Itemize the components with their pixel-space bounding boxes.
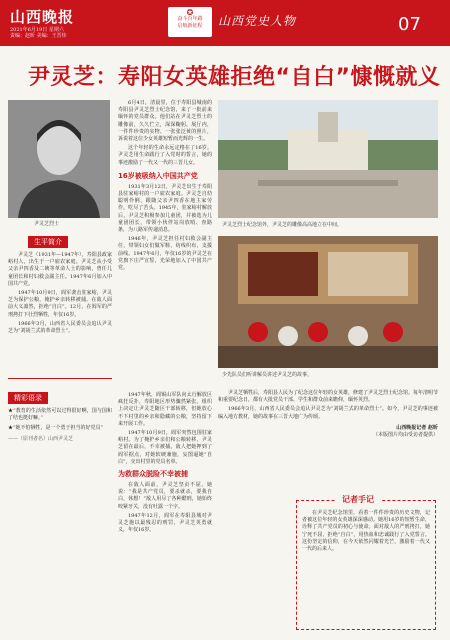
centenary-badge [168, 7, 212, 37]
reporter-notes-heading: 记者手记 [336, 494, 380, 505]
portrait-photo [8, 100, 110, 218]
dateline-editors: 责编：赵昕 美编：王晋炜 [10, 33, 67, 39]
badge-line-1: 奋斗百年路 [177, 16, 203, 22]
article-paragraph: 6月4日，清晨里，位于寿阳县城南的寿阳县尹灵芝烈士纪念馆，来了一批前来缅怀的党员群众。他们站在尹灵芝烈士的雕像前，久久伫立，深深鞠躬。展厅内，一件件珍贵的实物、一张张泛黄的照片，诉说着这位少女英雄短暂而光辉的一生。 [118, 100, 212, 143]
article-photo-source: （本版图片均由受访者提供） [372, 432, 438, 439]
article-paragraph: 1947年10月9日，阎军突然包围驻家峪村。为了掩护乡亲们和公粮转移，尹灵芝留在最后，不幸被捕。敌人把她押到了阎军据点，对她软硬兼施，妄图逼她“自白”，交出村里的党员名单。 [118, 430, 212, 465]
article-paragraph: 1947年12月，阎军在寿阳县城对尹灵芝施以最残忍的刑罚，尹灵芝英勇就义，年仅16岁。 [118, 512, 212, 534]
article-column-2 [118, 392, 212, 534]
article-paragraph: 1966年3月，山西省人民委员会追认尹灵芝为“刘胡兰式的革命烈士”。如今，尹灵芝的事迹被编入地方教材，她的故事在三晋大地广为传颂。 [218, 406, 438, 420]
article-paragraph: 在敌人面前，尹灵芝坚贞不屈，她说：“我是共产党员，要杀就杀，要我自白，休想！”敌人用尽了各种酷刑，她始终咬紧牙关，没有吐露一个字。 [118, 482, 212, 510]
subhead-joined-party: 16岁被吸纳入中国共产党 [118, 171, 198, 180]
quote-line: ★“教育的生活依然可以过得很好啊，国与国和了结也挺好嘛。” [8, 408, 112, 422]
article-column-3 [218, 390, 438, 439]
badge-line-2: 启航新征程 [177, 23, 203, 29]
exhibit-photo [218, 236, 438, 368]
memorial-photo [218, 100, 438, 218]
article-column-1 [118, 100, 212, 272]
series-title: 山西党史人物 [218, 14, 297, 28]
quote-box [8, 378, 112, 443]
page-number: 07 [398, 14, 421, 35]
profile-paragraph: 1966年3月，山西省人民委员会追认尹灵芝为“刘胡兰式的革命烈士”。 [8, 320, 112, 335]
portrait-caption: 尹灵芝烈士 [34, 221, 60, 227]
reporter-notes-text: 在尹灵芝纪念馆里，看着一件件珍贵的历史文物，记者被这位年轻的女英雄深深感动。她用16岁的短暂生命，诠释了共产党员的初心与使命。面对敌人的严刑拷打，她宁死不屈，拒绝“自白”，用热血和忠诚践行了入党誓言。这份坚定的信仰，在今天依然闪耀着光芒，激励着一代又一代的后来人。 [302, 510, 430, 553]
header-divider [0, 44, 450, 46]
article-paragraph: 这个年轻的生命永远定格在了16岁。尹灵芝用生命践行了入党时的誓言，她的事迹激励了一代又一代的三晋儿女。 [118, 145, 212, 166]
profile-paragraph: 尹灵芝（1931年—1947年），寿阳县政家峪村人，出生于一户雇农家庭。尹灵芝从小受父亲尹四香及二姨等革命人士的影响，曾任儿童团长和村妇救会副主任。1947年6月加入中国共产党。 [8, 252, 112, 287]
quote-heading: 精彩语录 [8, 392, 48, 404]
article-byline: 山西晚报记者 赵昕 [396, 424, 438, 431]
subhead-arrested: 为救群众脱险不幸被捕 [118, 470, 188, 479]
newspaper-logo: 山西晚报 [10, 8, 75, 26]
quote-line: ★“她不怕牺牲，是一个勇于担当的好党员” [8, 425, 104, 432]
party-emblem-icon: ✪ [186, 8, 194, 17]
article-paragraph: 1931年3月12日，尹灵芝出生于寿阳县驻家峪村的一户雇农家庭。尹灵芝自幼聪明伶俐，跟随父亲尹四香在地主家劳作，吃尽了苦头。1945年，驻家峪村解放后，尹灵芝积极参加儿童团，并被选为儿童团团长，带领小伙伴站岗放哨、查路条，为八路军传递消息。 [118, 183, 212, 234]
profile-heading: 生平简介 [28, 236, 68, 248]
memorial-photo-caption: 尹灵芝烈士纪念馆外，尹灵芝的雕像高高地立在中间。 [222, 222, 343, 228]
article-paragraph: 1946年，尹灵芝担任村妇救会副主任，带领妇女们做军鞋、纺线织布，支援前线。1947年6月，年仅16岁的尹灵芝在党旗下庄严宣誓，光荣地加入了中国共产党。 [118, 236, 212, 272]
exhibit-photo-caption: 少先队员们听讲解员讲述尹灵芝的故事。 [222, 372, 313, 378]
headline: 尹灵芝：寿阳女英雄拒绝“自白”慷慨就义 [28, 65, 441, 90]
dateline [10, 27, 130, 39]
article-paragraph: 尹灵芝牺牲后，寿阳县人民为了纪念这位年轻的女英雄，修建了尹灵芝烈士纪念馆。每年清明节和重要纪念日，都有大批党员干部、学生和群众前来瞻仰，缅怀英烈。 [218, 390, 439, 404]
quote-attribution: ——（原刊者名）山西尹灵芝 [8, 435, 74, 442]
article-paragraph: 1947年秋，阎锡山军队向太行解放区疯狂反扑，寿阳地区形势骤然紧张。组织上决定让尹灵芝随区干部转移，但她放心不下村里的乡亲和隐藏的公粮，坚持留下来开展工作。 [118, 392, 212, 427]
profile-body [8, 252, 112, 335]
dateline-date: 2021年6月19日 星期六 [10, 27, 64, 33]
profile-paragraph: 1947年10月9日，阎军袭击驻家峪，尹灵芝为保护公粮，掩护乡亲转移被捕。在敌人面前大义凛然，拒绝“自白”。12月，在阎军的严刑拷打下壮烈牺牲，年仅16岁。 [8, 290, 112, 318]
